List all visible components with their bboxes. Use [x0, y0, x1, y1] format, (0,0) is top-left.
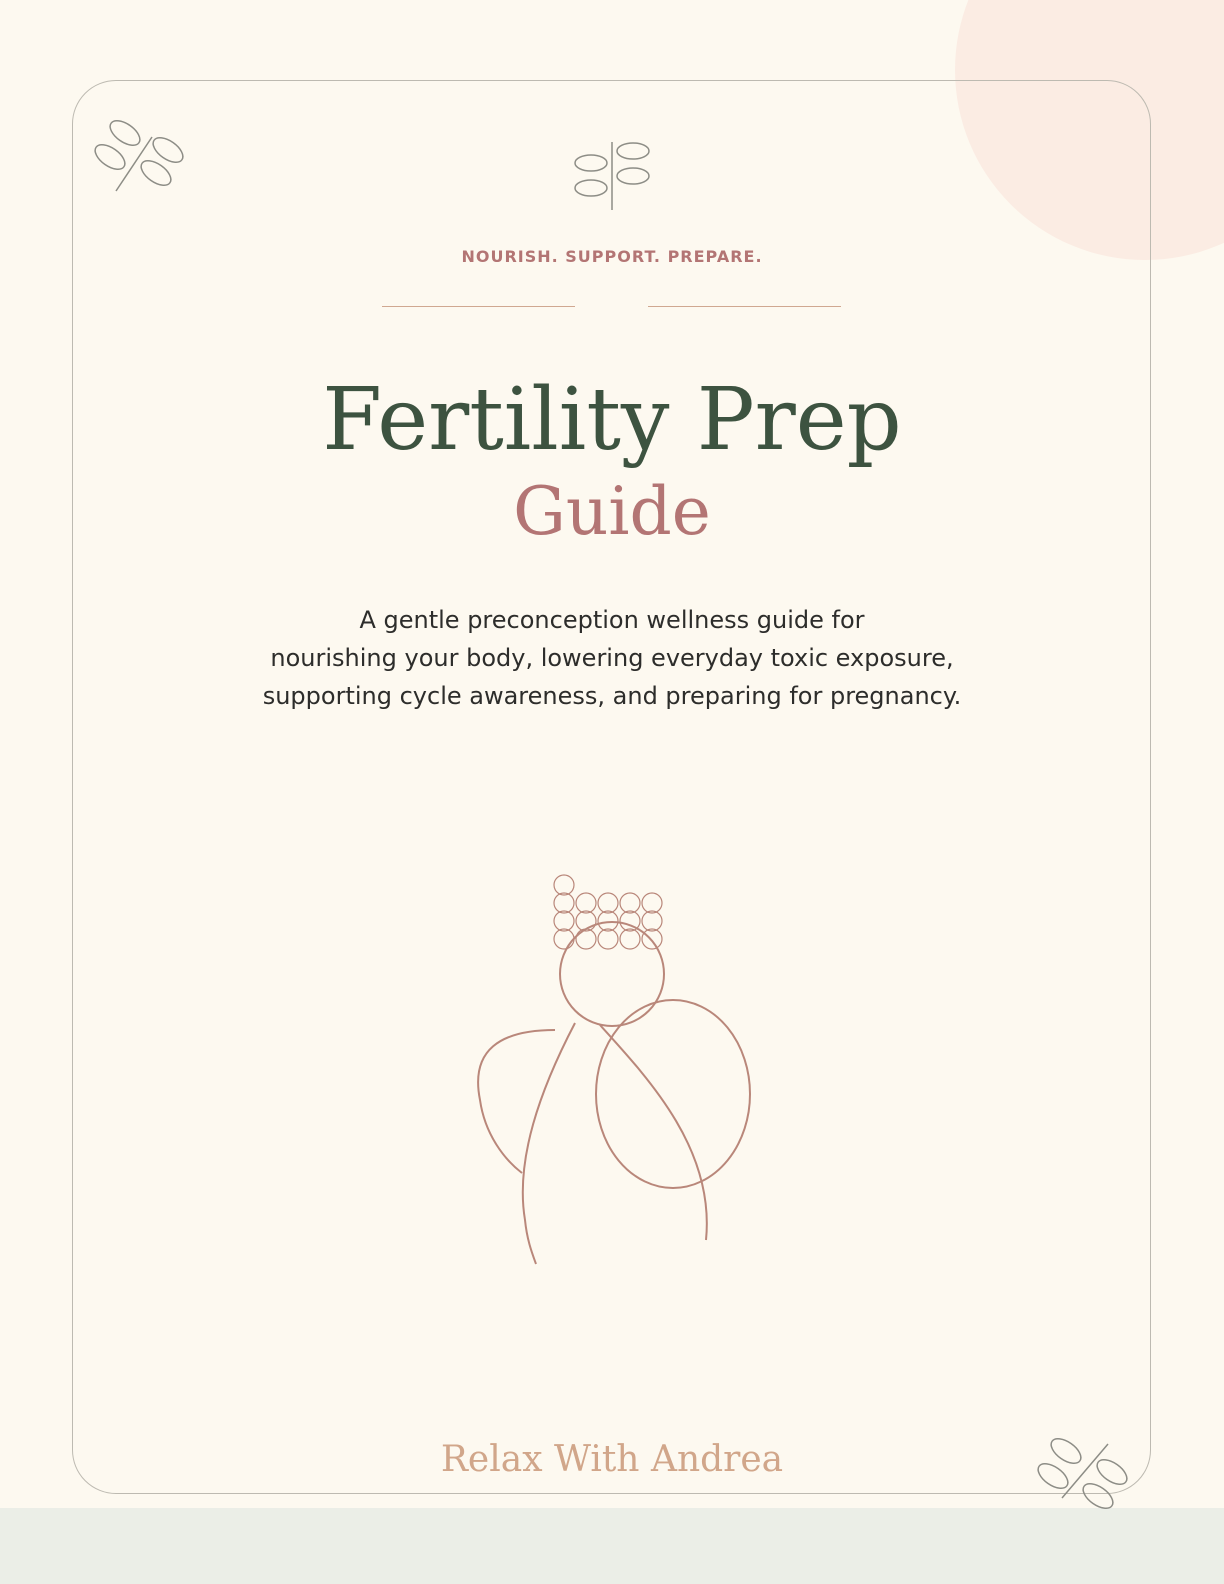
description	[162, 601, 1062, 715]
leaf-sprig-icon	[88, 115, 198, 200]
leaf-sprig-icon	[570, 138, 654, 214]
bottom-band	[0, 1508, 1224, 1584]
description-line: nourishing your body, lowering everyday toxic exposure,	[270, 644, 954, 672]
pregnant-woman-illustration	[460, 860, 780, 1280]
divider-line-left	[382, 306, 575, 307]
page-title: Fertility Prep	[322, 370, 902, 470]
divider-line-right	[648, 306, 841, 307]
description-line: supporting cycle awareness, and preparing for pregnancy.	[262, 682, 962, 710]
cover-frame	[72, 80, 1151, 1494]
page-subtitle: Guide	[513, 473, 711, 550]
tagline: NOURISH. SUPPORT. PREPARE.	[461, 247, 763, 266]
brand-name: Relax With Andrea	[440, 1439, 784, 1480]
description-line: A gentle preconception wellness guide for	[359, 606, 865, 634]
